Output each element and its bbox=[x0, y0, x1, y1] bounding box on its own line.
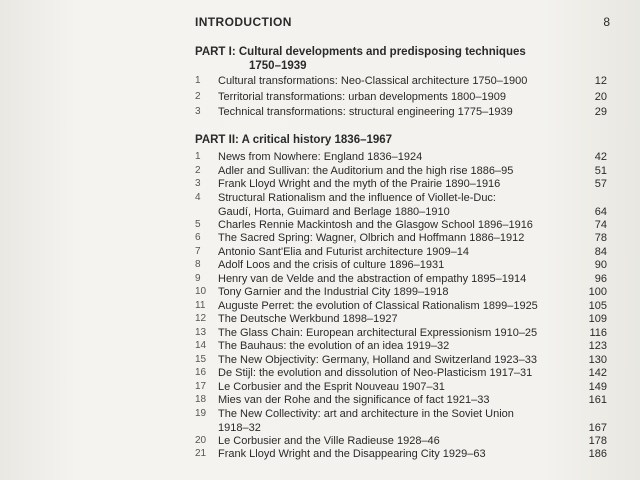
entry-title: Le Corbusier and the Ville Radieuse 1928–46 bbox=[218, 434, 440, 447]
entry-title: Cultural transformations: Neo-Classical architecture 1750–1900 bbox=[218, 75, 528, 87]
entry-page-number: 74 bbox=[594, 218, 607, 231]
entry-number: 7 bbox=[195, 245, 201, 257]
entry-title: Henry van de Velde and the abstraction of empathy 1895–1914 bbox=[218, 272, 527, 285]
entry-title: Antonio Sant'Elia and Futurist architecture 1909–14 bbox=[218, 245, 469, 258]
entry-page-number: 123 bbox=[588, 340, 607, 352]
entry-number: 21 bbox=[195, 448, 207, 459]
part-1-heading-line2: 1750–1939 bbox=[249, 60, 307, 72]
entry-page-number: 109 bbox=[588, 313, 607, 325]
entry-number: 13 bbox=[195, 326, 207, 338]
entry-number: 6 bbox=[195, 232, 201, 243]
entry-title: Technical transformations: structural engineering 1775–1939 bbox=[218, 106, 513, 118]
entry-page-number: 186 bbox=[588, 448, 607, 460]
entry-title: Frank Lloyd Wright and the Disappearing City 1929–63 bbox=[218, 448, 486, 460]
entry-number: 2 bbox=[195, 164, 201, 176]
entry-page-number: 178 bbox=[588, 434, 607, 447]
entry-page-number: 149 bbox=[588, 380, 607, 393]
entry-title: Structural Rationalism and the influence of Viollet-le-Duc: bbox=[218, 191, 496, 204]
entry-page-number: 42 bbox=[594, 151, 607, 163]
entry-page-number: 142 bbox=[588, 367, 607, 379]
entry-page-number: 84 bbox=[594, 245, 607, 258]
entry-page-number: 57 bbox=[594, 178, 607, 190]
entry-title: Charles Rennie Mackintosh and the Glasgow School 1896–1916 bbox=[218, 218, 533, 231]
entry-number: 1 bbox=[195, 75, 201, 86]
entry-page-number: 78 bbox=[594, 232, 607, 244]
entry-title: The Deutsche Werkbund 1898–1927 bbox=[218, 313, 398, 325]
entry-title: Frank Lloyd Wright and the myth of the Prairie 1890–1916 bbox=[218, 178, 501, 190]
entry-number: 16 bbox=[195, 367, 207, 378]
entry-number: 19 bbox=[195, 407, 207, 419]
entry-number: 15 bbox=[195, 353, 207, 365]
entry-number: 1 bbox=[195, 151, 201, 162]
entry-number: 8 bbox=[195, 259, 201, 270]
entry-page-number: 12 bbox=[594, 75, 607, 87]
entry-title: Territorial transformations: urban developments 1800–1909 bbox=[218, 90, 506, 103]
entry-page-number: 96 bbox=[594, 272, 607, 285]
entry-number: 14 bbox=[195, 340, 207, 351]
introduction-label: INTRODUCTION bbox=[195, 15, 292, 29]
entry-title: Tony Garnier and the Industrial City 1899–1918 bbox=[218, 286, 449, 298]
entry-number: 2 bbox=[195, 90, 201, 102]
entry-page-number: 51 bbox=[594, 164, 607, 177]
entry-title: Adler and Sullivan: the Auditorium and the high rise 1886–95 bbox=[218, 164, 514, 177]
entry-title: Auguste Perret: the evolution of Classical Rationalism 1899–1925 bbox=[218, 299, 538, 312]
entry-title: The Glass Chain: European architectural Expressionism 1910–25 bbox=[218, 326, 538, 339]
entry-page-number: 29 bbox=[594, 106, 607, 118]
entry-number: 10 bbox=[195, 286, 207, 297]
entry-title: De Stijl: the evolution and dissolution of Neo-Plasticism 1917–31 bbox=[218, 367, 533, 379]
entry-title-continued: Gaudí, Horta, Guimard and Berlage 1880–1910 bbox=[218, 205, 450, 218]
entry-page-number: 105 bbox=[588, 299, 607, 312]
entry-number: 9 bbox=[195, 272, 201, 284]
entry-title: The New Collectivity: art and architecture in the Soviet Union bbox=[218, 407, 514, 420]
entry-page-number: 130 bbox=[588, 353, 607, 366]
entry-title: The New Objectivity: Germany, Holland and Switzerland 1923–33 bbox=[218, 353, 537, 366]
part-2-heading: PART II: A critical history 1836–1967 bbox=[195, 134, 393, 146]
entry-title: The Bauhaus: the evolution of an idea 1919–32 bbox=[218, 340, 450, 352]
entry-number: 3 bbox=[195, 178, 201, 189]
entry-title: Adolf Loos and the crisis of culture 1896–1931 bbox=[218, 259, 445, 271]
entry-number: 4 bbox=[195, 191, 201, 203]
introduction-page-number: 8 bbox=[603, 15, 610, 29]
entry-title: Mies van der Rohe and the significance of fact 1921–33 bbox=[218, 394, 490, 406]
part-1-heading bbox=[195, 45, 595, 73]
entry-page-number: 100 bbox=[588, 286, 607, 298]
entry-title: The Sacred Spring: Wagner, Olbrich and Hoffmann 1886–1912 bbox=[218, 232, 525, 244]
entry-page-number: 161 bbox=[588, 394, 607, 406]
entry-page-number: 90 bbox=[594, 259, 607, 271]
entry-page-number: 167 bbox=[588, 421, 607, 434]
introduction-row bbox=[195, 15, 610, 33]
entry-page-number: 20 bbox=[594, 90, 607, 103]
entry-title: Le Corbusier and the Esprit Nouveau 1907–31 bbox=[218, 380, 445, 393]
entry-title: News from Nowhere: England 1836–1924 bbox=[218, 151, 423, 163]
entry-number: 3 bbox=[195, 106, 201, 117]
entry-number: 12 bbox=[195, 313, 207, 324]
entry-title-continued: 1918–32 bbox=[218, 421, 261, 434]
entry-number: 11 bbox=[195, 299, 206, 311]
entry-page-number: 64 bbox=[594, 205, 607, 218]
entry-page-number: 116 bbox=[589, 326, 607, 339]
entry-number: 17 bbox=[195, 380, 207, 392]
part-1-heading-line1: PART I: Cultural developments and predisposing techniques bbox=[195, 46, 526, 58]
entry-number: 5 bbox=[195, 218, 201, 230]
entry-number: 18 bbox=[195, 394, 207, 405]
entry-number: 20 bbox=[195, 434, 207, 446]
